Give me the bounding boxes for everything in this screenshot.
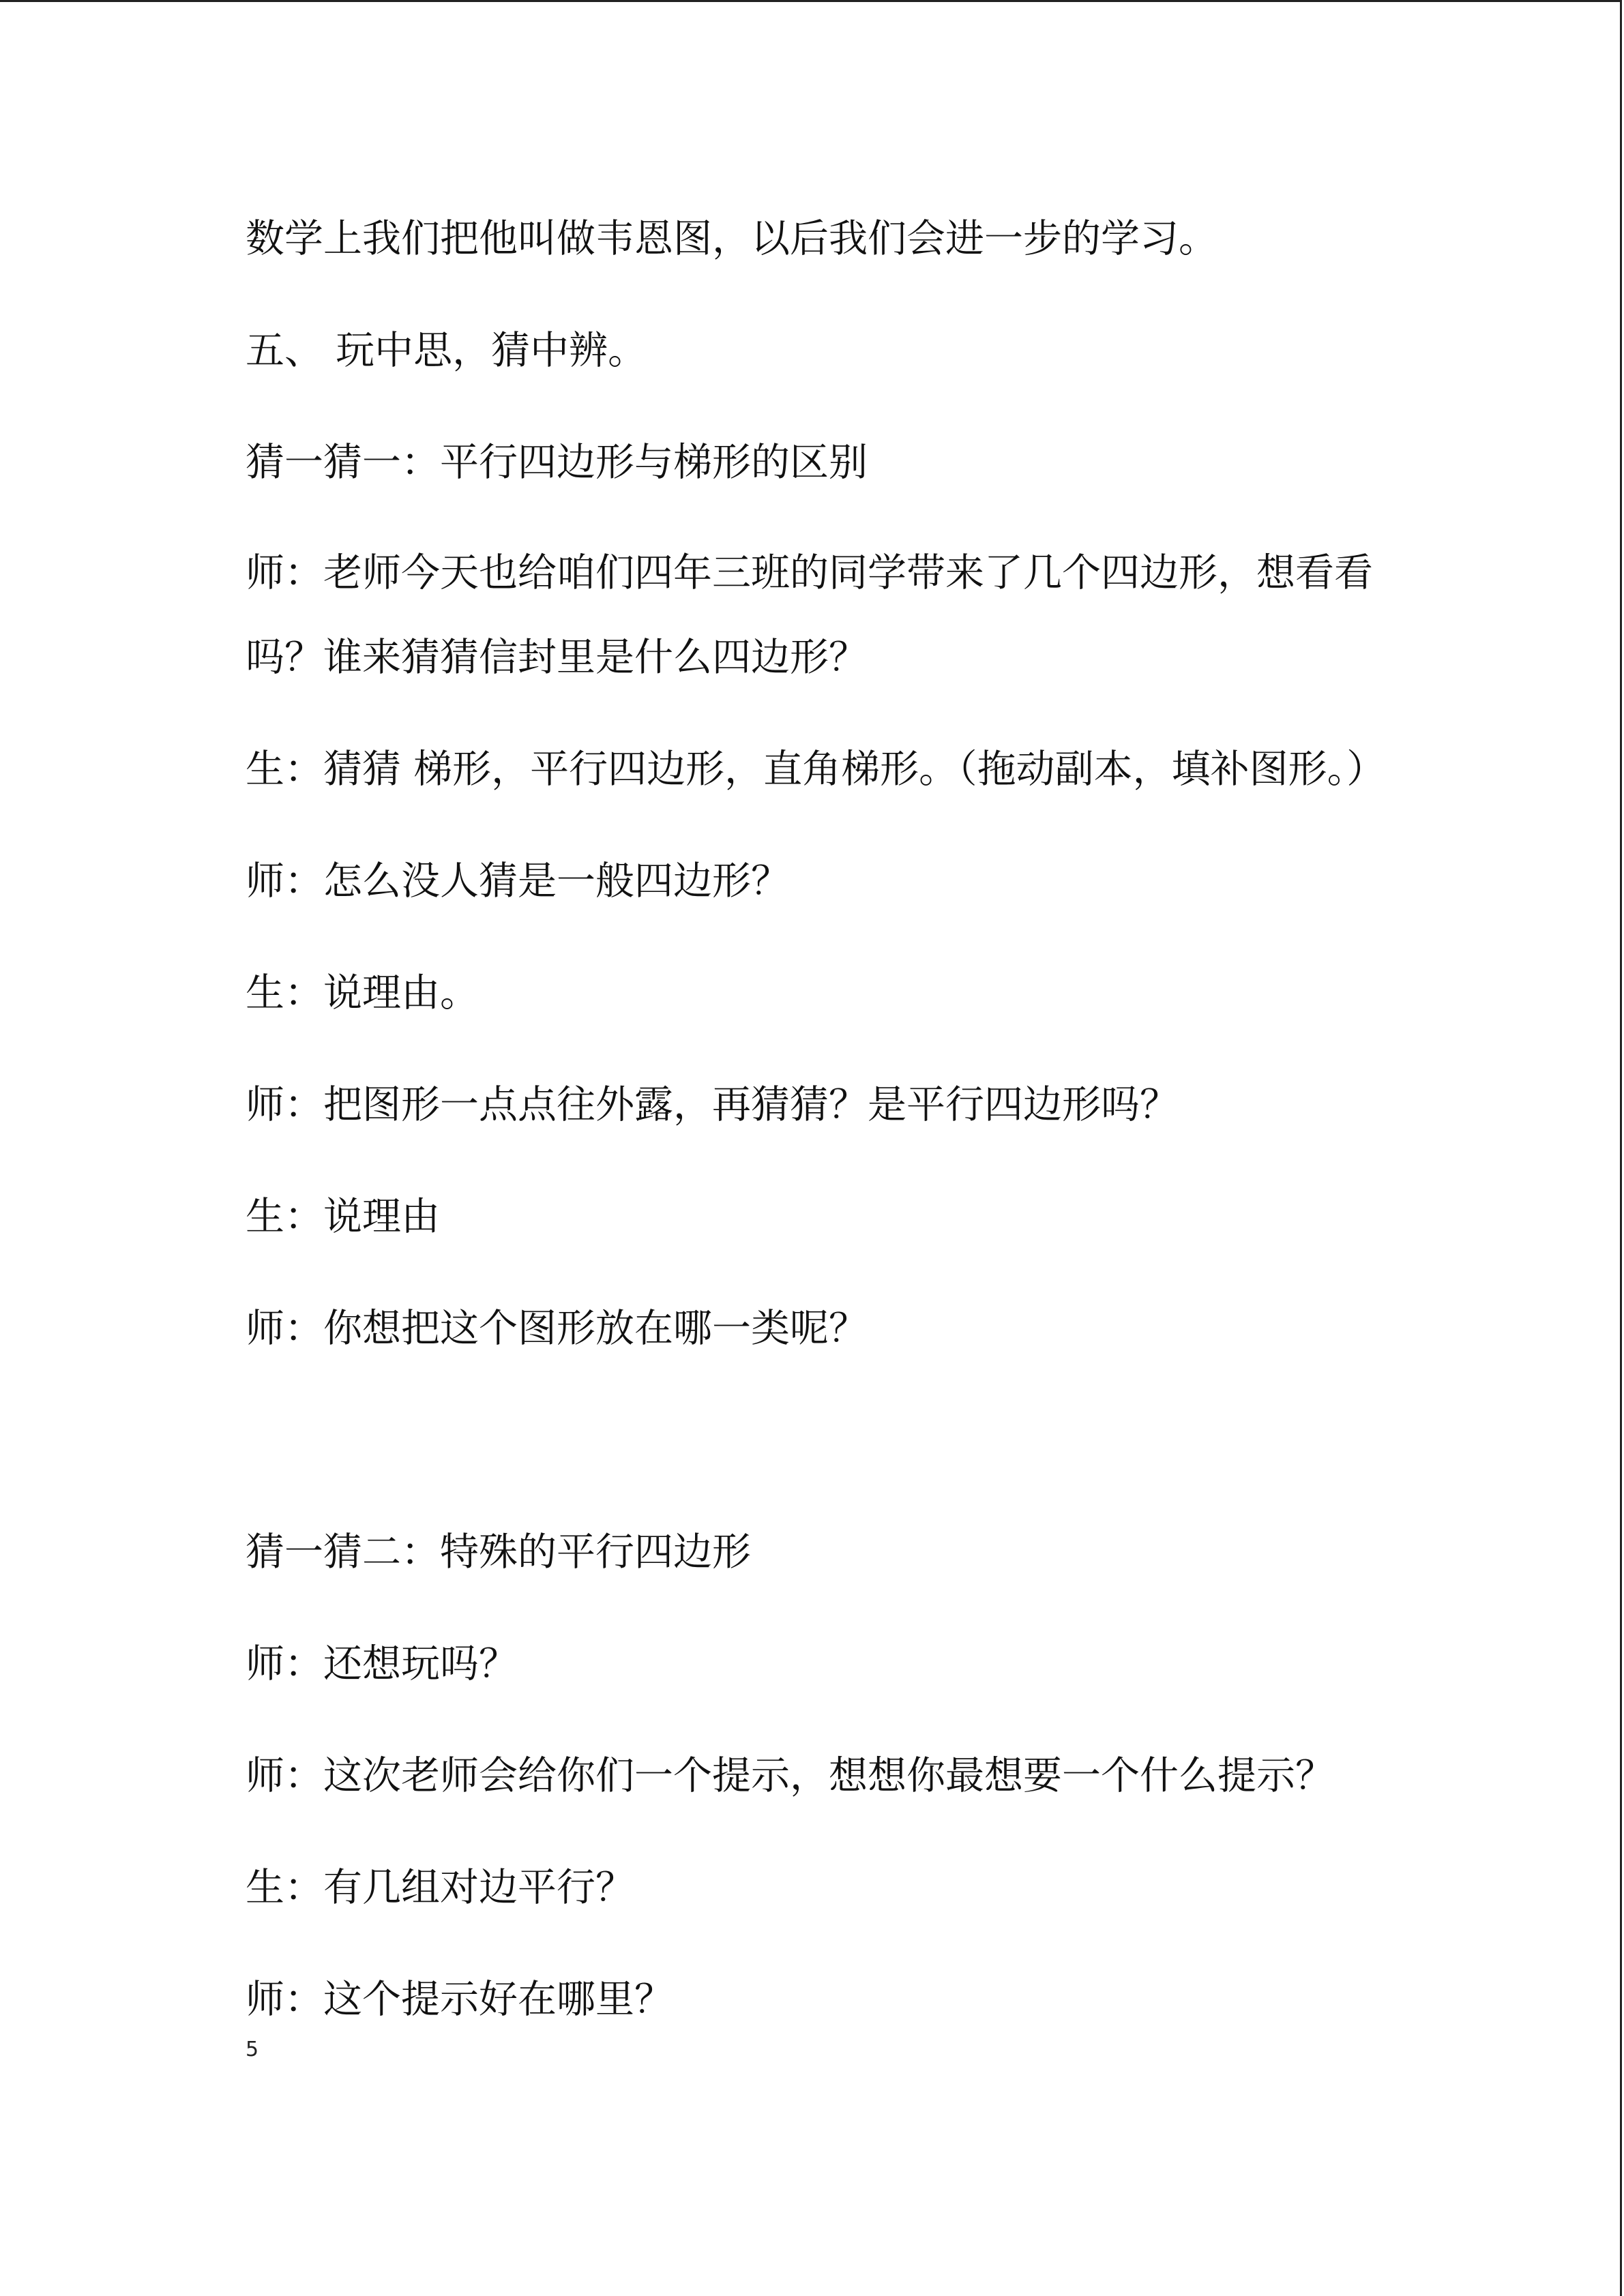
teacher-line-play-again: 师：还想玩吗？ [246, 1641, 518, 1686]
section-heading-play-and-think: 五、 玩中思，猜中辨。 [246, 328, 647, 373]
page-number: 5 [246, 2038, 259, 2061]
student-line-parallel-sides: 生：有几组对边平行？ [246, 1865, 634, 1910]
teacher-line-reveal-shape: 师：把图形一点点往外露，再猜猜？是平行四边形吗？ [246, 1082, 1179, 1127]
student-line-reason: 生：说理由。 [246, 970, 479, 1015]
teacher-line-envelope-intro: 师：老师今天也给咱们四年三班的同学带来了几个四边形，想看看 [246, 550, 1373, 595]
teacher-line-hint-value: 师：这个提示好在哪里？ [246, 1977, 673, 2022]
student-line-guesses: 生：猜猜 梯形，平行四边形，直角梯形。（拖动副本，填补图形。） [246, 747, 1386, 792]
student-line-reason-2: 生：说理由 [246, 1194, 440, 1239]
teacher-line-general-quadrilateral: 师：怎么没人猜是一般四边形？ [246, 859, 790, 904]
teacher-line-hint: 师：这次老师会给你们一个提示，想想你最想要一个什么提示？ [246, 1753, 1334, 1798]
teacher-line-classify: 师：你想把这个图形放在哪一类呢？ [246, 1306, 868, 1351]
subheading-guess-one: 猜一猜一：平行四边形与梯形的区别 [246, 440, 868, 485]
teacher-line-envelope-question: 吗？谁来猜猜信封里是什么四边形？ [246, 635, 868, 680]
subheading-guess-two: 猜一猜二：特殊的平行四边形 [246, 1530, 751, 1575]
text-line-venn-diagram: 数学上我们把他叫做韦恩图，以后我们会进一步的学习。 [246, 216, 1217, 261]
